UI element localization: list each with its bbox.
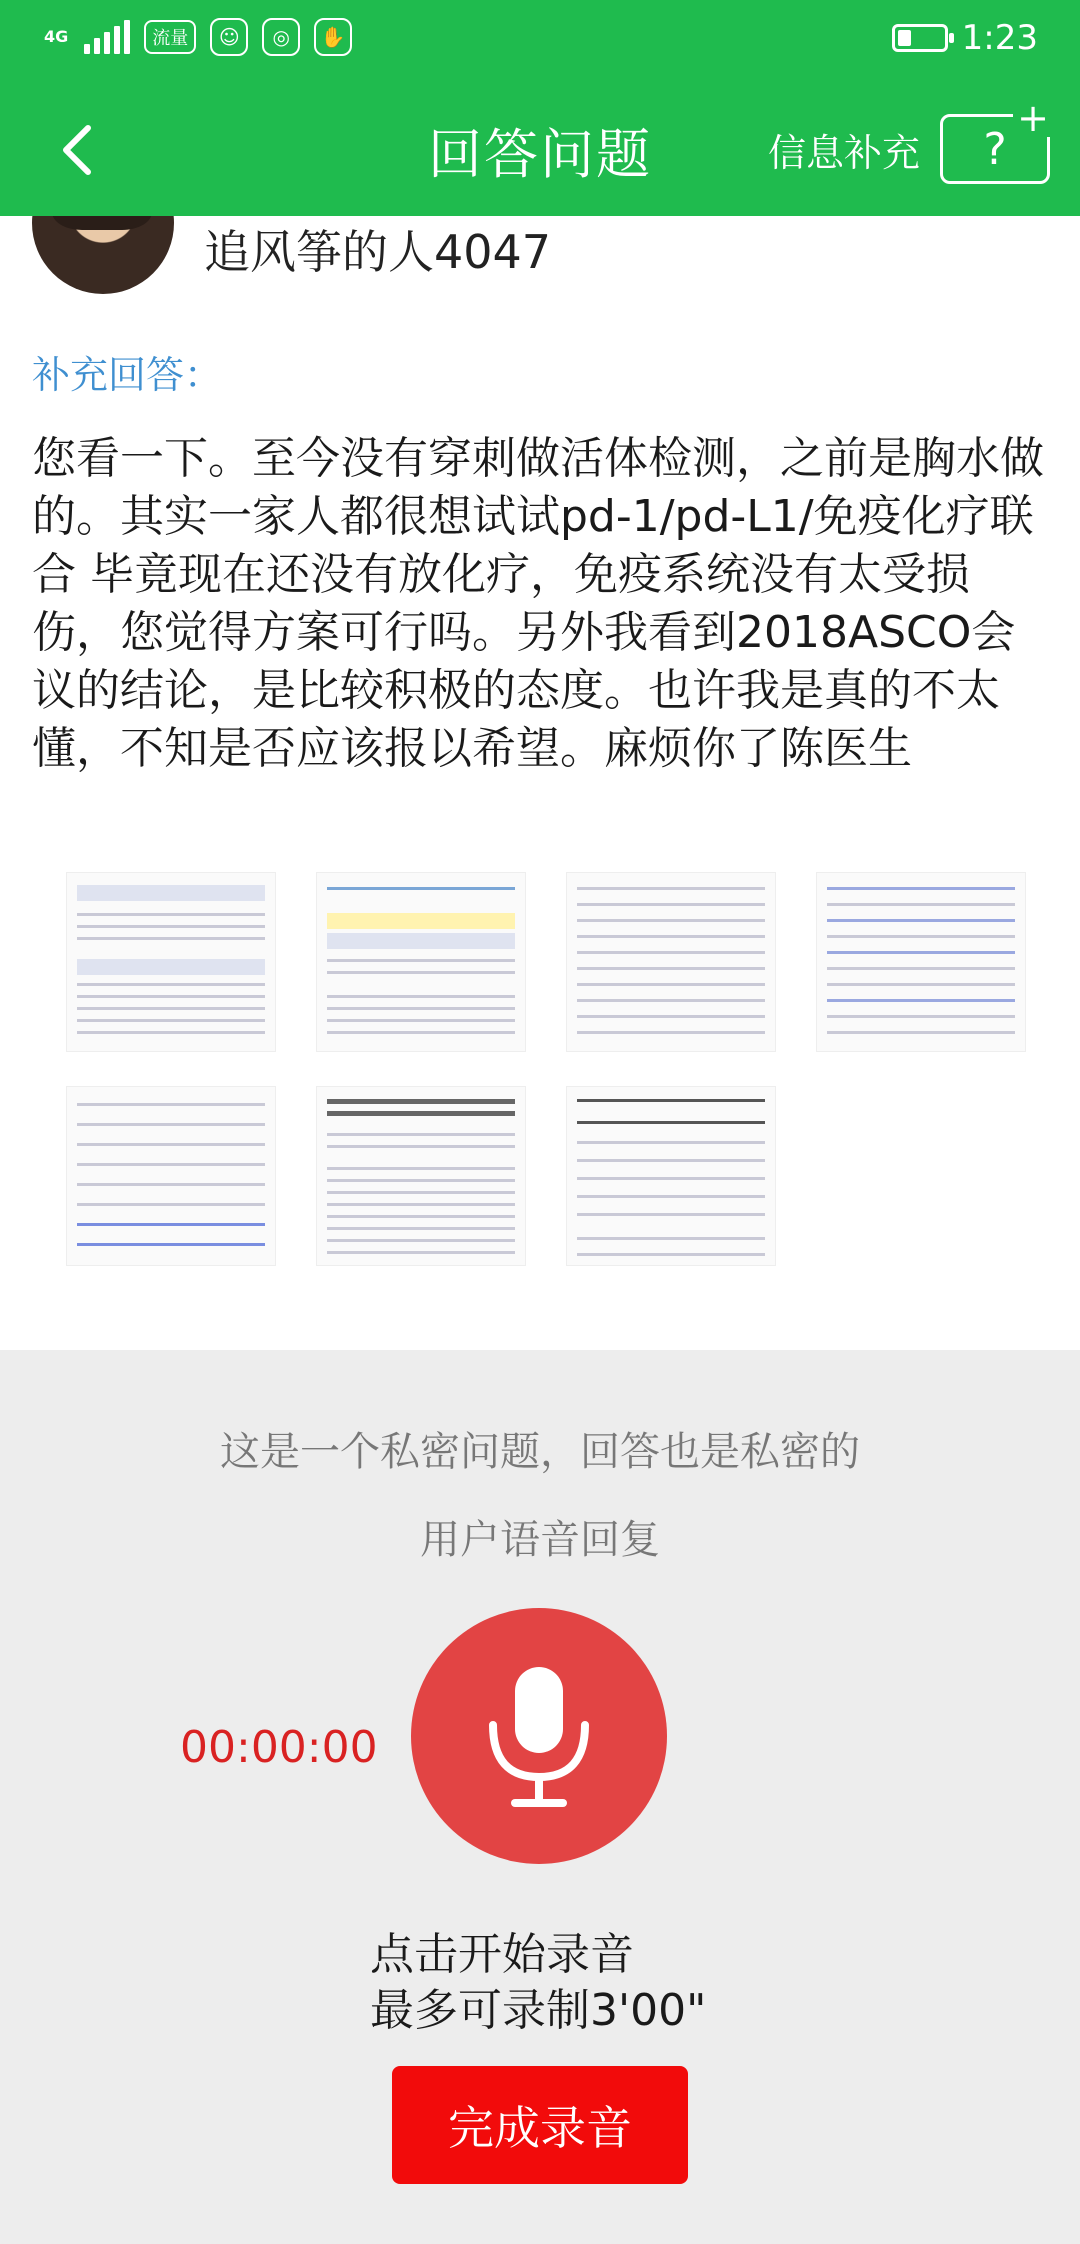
plus-glyph: +: [1013, 99, 1053, 137]
network-type: 4G: [44, 27, 69, 46]
shield-icon: ◎: [262, 18, 300, 56]
status-right: [892, 18, 1038, 58]
report-thumb-5[interactable]: [66, 1086, 276, 1266]
answer-content[interactable]: [0, 216, 1080, 1350]
record-hint: 点击开始录音: [370, 1929, 634, 1980]
microphone-icon: [479, 1661, 599, 1811]
page-title: 回答问题: [428, 123, 652, 186]
voice-reply-panel: [0, 1350, 1080, 2244]
avatar[interactable]: [32, 216, 174, 294]
record-limit-hint: 最多可录制3'00": [370, 1985, 707, 2036]
record-button[interactable]: [411, 1608, 667, 1864]
status-left: [44, 18, 352, 56]
recording-timer: 00:00:00: [180, 1722, 378, 1773]
nav-bar: [0, 82, 1080, 216]
private-notice: 这是一个私密问题，回答也是私密的: [220, 1429, 860, 1475]
answer-text: 您看一下。至今没有穿刺做活体检测，之前是胸水做的。其实一家人都很想试试pd-1/pd-L1/免疫化疗联合 毕竟现在还没有放化疗，免疫系统没有太受损伤，您觉得方案可行吗。另外我看到2018ASCO会议的结论，是比较积极的态度。也许我是真的不太懂，不知是否应该报以希望。麻烦你了陈医生: [32, 433, 1044, 774]
signal-icon: [84, 20, 130, 54]
report-thumb-3[interactable]: [566, 872, 776, 1052]
username: 追风筝的人4047: [204, 225, 552, 279]
status-bar: [0, 0, 1080, 82]
hand-icon: ✋: [314, 18, 352, 56]
question-plus-icon: [940, 96, 1050, 184]
table-thumb-7[interactable]: [566, 1086, 776, 1266]
notification-app-icon: ☺: [210, 18, 248, 56]
battery-icon: [892, 24, 948, 52]
clock: 1:23: [961, 18, 1038, 58]
supplement-info-button[interactable]: [767, 96, 1050, 184]
supplement-answer-label: 补充回答：: [32, 353, 223, 397]
voice-reply-title: 用户语音回复: [420, 1517, 660, 1563]
report-thumb-2[interactable]: [316, 872, 526, 1052]
battery-level: [898, 30, 911, 46]
question-glyph: ?: [983, 123, 1007, 175]
carrier-badge: 流量: [144, 20, 196, 54]
report-thumb-1[interactable]: [66, 872, 276, 1052]
paper-thumb-6[interactable]: [316, 1086, 526, 1266]
finish-recording-button[interactable]: 完成录音: [392, 2066, 688, 2184]
report-thumb-4[interactable]: [816, 872, 1026, 1052]
supplement-info-label: 信息补充: [767, 130, 920, 175]
